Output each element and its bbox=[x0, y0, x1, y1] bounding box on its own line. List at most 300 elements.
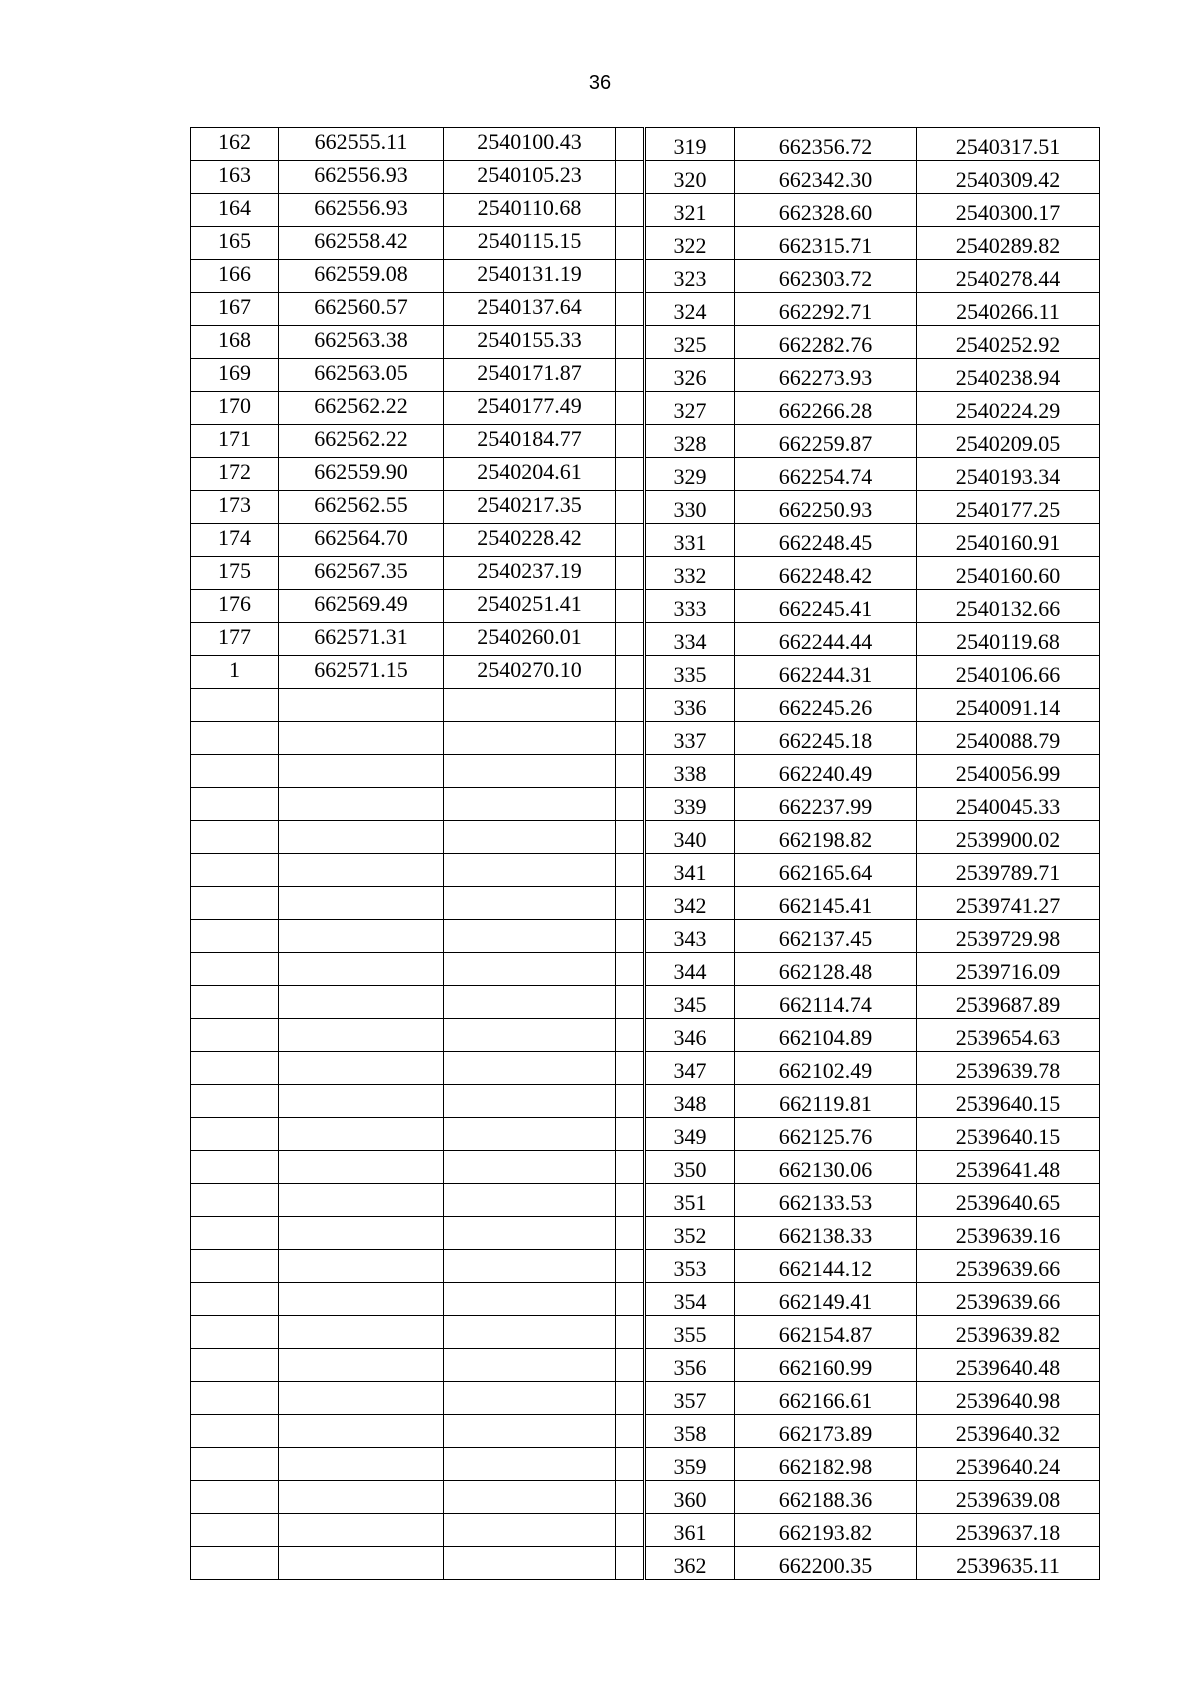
y-coordinate-cell: 2539639.82 bbox=[917, 1316, 1100, 1349]
empty-cell bbox=[444, 788, 616, 821]
point-number-cell: 347 bbox=[646, 1052, 735, 1085]
x-coordinate-cell: 662119.81 bbox=[735, 1085, 917, 1118]
empty-cell bbox=[444, 1184, 616, 1217]
x-coordinate-cell: 662563.38 bbox=[279, 326, 444, 359]
table-row bbox=[191, 788, 644, 821]
point-number-cell: 165 bbox=[191, 227, 279, 260]
empty-cell bbox=[191, 1250, 279, 1283]
table-row bbox=[191, 1382, 644, 1415]
separator-cell bbox=[616, 458, 644, 491]
x-coordinate-cell: 662559.90 bbox=[279, 458, 444, 491]
y-coordinate-cell: 2539640.15 bbox=[917, 1118, 1100, 1151]
empty-cell bbox=[191, 1151, 279, 1184]
x-coordinate-cell: 662248.45 bbox=[735, 524, 917, 557]
table-row bbox=[646, 755, 1100, 788]
x-coordinate-cell: 662173.89 bbox=[735, 1415, 917, 1448]
point-number-cell: 336 bbox=[646, 689, 735, 722]
point-number-cell: 361 bbox=[646, 1514, 735, 1547]
table-row bbox=[646, 128, 1100, 161]
x-coordinate-cell: 662104.89 bbox=[735, 1019, 917, 1052]
table-row bbox=[191, 458, 644, 491]
table-row bbox=[646, 590, 1100, 623]
separator-cell bbox=[616, 392, 644, 425]
point-number-cell: 171 bbox=[191, 425, 279, 458]
table-row bbox=[646, 458, 1100, 491]
separator-cell bbox=[616, 1019, 644, 1052]
table-row bbox=[191, 491, 644, 524]
empty-cell bbox=[279, 689, 444, 722]
point-number-cell: 352 bbox=[646, 1217, 735, 1250]
table-row bbox=[646, 1481, 1100, 1514]
table-row bbox=[646, 1316, 1100, 1349]
y-coordinate-cell: 2539741.27 bbox=[917, 887, 1100, 920]
x-coordinate-cell: 662555.11 bbox=[279, 128, 444, 161]
point-number-cell: 177 bbox=[191, 623, 279, 656]
x-coordinate-cell: 662244.44 bbox=[735, 623, 917, 656]
x-coordinate-cell: 662303.72 bbox=[735, 260, 917, 293]
table-row bbox=[191, 1184, 644, 1217]
x-coordinate-cell: 662248.42 bbox=[735, 557, 917, 590]
empty-cell bbox=[279, 1250, 444, 1283]
empty-cell bbox=[279, 1019, 444, 1052]
table-row bbox=[191, 722, 644, 755]
y-coordinate-cell: 2540260.01 bbox=[444, 623, 616, 656]
empty-cell bbox=[191, 887, 279, 920]
empty-cell bbox=[279, 887, 444, 920]
table-row bbox=[191, 293, 644, 326]
y-coordinate-cell: 2539640.32 bbox=[917, 1415, 1100, 1448]
table-row bbox=[646, 1349, 1100, 1382]
y-coordinate-cell: 2539654.63 bbox=[917, 1019, 1100, 1052]
empty-cell bbox=[444, 1382, 616, 1415]
x-coordinate-cell: 662254.74 bbox=[735, 458, 917, 491]
empty-cell bbox=[279, 986, 444, 1019]
x-coordinate-cell: 662342.30 bbox=[735, 161, 917, 194]
point-number-cell: 328 bbox=[646, 425, 735, 458]
empty-cell bbox=[279, 1382, 444, 1415]
point-number-cell: 331 bbox=[646, 524, 735, 557]
empty-cell bbox=[279, 1448, 444, 1481]
table-row bbox=[191, 359, 644, 392]
separator-cell bbox=[616, 1415, 644, 1448]
y-coordinate-cell: 2540137.64 bbox=[444, 293, 616, 326]
empty-cell bbox=[279, 1118, 444, 1151]
table-row bbox=[191, 986, 644, 1019]
point-number-cell: 342 bbox=[646, 887, 735, 920]
empty-cell bbox=[191, 1481, 279, 1514]
table-row bbox=[646, 491, 1100, 524]
empty-cell bbox=[191, 1085, 279, 1118]
point-number-cell: 343 bbox=[646, 920, 735, 953]
point-number-cell: 360 bbox=[646, 1481, 735, 1514]
empty-cell bbox=[279, 1547, 444, 1580]
point-number-cell: 332 bbox=[646, 557, 735, 590]
y-coordinate-cell: 2539639.78 bbox=[917, 1052, 1100, 1085]
x-coordinate-cell: 662154.87 bbox=[735, 1316, 917, 1349]
coordinates-table-left bbox=[190, 127, 644, 1580]
table-row bbox=[191, 557, 644, 590]
y-coordinate-cell: 2540193.34 bbox=[917, 458, 1100, 491]
x-coordinate-cell: 662562.22 bbox=[279, 425, 444, 458]
separator-cell bbox=[616, 491, 644, 524]
point-number-cell: 173 bbox=[191, 491, 279, 524]
separator-cell bbox=[616, 1382, 644, 1415]
point-number-cell: 358 bbox=[646, 1415, 735, 1448]
separator-cell bbox=[616, 590, 644, 623]
table-row bbox=[191, 260, 644, 293]
y-coordinate-cell: 2539639.08 bbox=[917, 1481, 1100, 1514]
y-coordinate-cell: 2540131.19 bbox=[444, 260, 616, 293]
x-coordinate-cell: 662245.26 bbox=[735, 689, 917, 722]
y-coordinate-cell: 2540160.60 bbox=[917, 557, 1100, 590]
empty-cell bbox=[191, 1118, 279, 1151]
empty-cell bbox=[191, 1514, 279, 1547]
y-coordinate-cell: 2540237.19 bbox=[444, 557, 616, 590]
separator-cell bbox=[616, 656, 644, 689]
point-number-cell: 167 bbox=[191, 293, 279, 326]
separator-cell bbox=[616, 359, 644, 392]
table-row bbox=[646, 1085, 1100, 1118]
point-number-cell: 175 bbox=[191, 557, 279, 590]
empty-cell bbox=[279, 755, 444, 788]
table-row bbox=[191, 1217, 644, 1250]
y-coordinate-cell: 2539639.66 bbox=[917, 1250, 1100, 1283]
y-coordinate-cell: 2540171.87 bbox=[444, 359, 616, 392]
empty-cell bbox=[191, 689, 279, 722]
separator-cell bbox=[616, 689, 644, 722]
separator-cell bbox=[616, 326, 644, 359]
point-number-cell: 322 bbox=[646, 227, 735, 260]
x-coordinate-cell: 662273.93 bbox=[735, 359, 917, 392]
separator-cell bbox=[616, 260, 644, 293]
table-row bbox=[646, 1448, 1100, 1481]
empty-cell bbox=[191, 821, 279, 854]
table-row bbox=[191, 689, 644, 722]
empty-cell bbox=[444, 854, 616, 887]
point-number-cell: 330 bbox=[646, 491, 735, 524]
point-number-cell: 362 bbox=[646, 1547, 735, 1580]
separator-cell bbox=[616, 1118, 644, 1151]
empty-cell bbox=[444, 722, 616, 755]
y-coordinate-cell: 2540300.17 bbox=[917, 194, 1100, 227]
empty-cell bbox=[444, 887, 616, 920]
empty-cell bbox=[279, 1184, 444, 1217]
table-row bbox=[646, 1514, 1100, 1547]
point-number-cell: 169 bbox=[191, 359, 279, 392]
point-number-cell: 345 bbox=[646, 986, 735, 1019]
y-coordinate-cell: 2540119.68 bbox=[917, 623, 1100, 656]
table-row bbox=[191, 1514, 644, 1547]
separator-cell bbox=[616, 1514, 644, 1547]
empty-cell bbox=[444, 1448, 616, 1481]
empty-cell bbox=[279, 821, 444, 854]
table-row bbox=[646, 326, 1100, 359]
y-coordinate-cell: 2540177.25 bbox=[917, 491, 1100, 524]
x-coordinate-cell: 662250.93 bbox=[735, 491, 917, 524]
y-coordinate-cell: 2539716.09 bbox=[917, 953, 1100, 986]
empty-cell bbox=[279, 1316, 444, 1349]
x-coordinate-cell: 662559.08 bbox=[279, 260, 444, 293]
y-coordinate-cell: 2539641.48 bbox=[917, 1151, 1100, 1184]
table-row bbox=[191, 1316, 644, 1349]
x-coordinate-cell: 662244.31 bbox=[735, 656, 917, 689]
separator-cell bbox=[616, 953, 644, 986]
x-coordinate-cell: 662560.57 bbox=[279, 293, 444, 326]
separator-cell bbox=[616, 1052, 644, 1085]
empty-cell bbox=[191, 722, 279, 755]
y-coordinate-cell: 2539729.98 bbox=[917, 920, 1100, 953]
point-number-cell: 325 bbox=[646, 326, 735, 359]
empty-cell bbox=[279, 953, 444, 986]
table-row bbox=[191, 524, 644, 557]
empty-cell bbox=[279, 1052, 444, 1085]
point-number-cell: 162 bbox=[191, 128, 279, 161]
point-number-cell: 163 bbox=[191, 161, 279, 194]
separator-cell bbox=[616, 1283, 644, 1316]
table-row bbox=[646, 260, 1100, 293]
x-coordinate-cell: 662130.06 bbox=[735, 1151, 917, 1184]
table-row bbox=[646, 227, 1100, 260]
point-number-cell: 323 bbox=[646, 260, 735, 293]
y-coordinate-cell: 2540160.91 bbox=[917, 524, 1100, 557]
table-row bbox=[191, 227, 644, 260]
separator-cell bbox=[616, 854, 644, 887]
page-number: 36 bbox=[588, 72, 612, 94]
empty-cell bbox=[444, 821, 616, 854]
y-coordinate-cell: 2540238.94 bbox=[917, 359, 1100, 392]
point-number-cell: 334 bbox=[646, 623, 735, 656]
y-coordinate-cell: 2540177.49 bbox=[444, 392, 616, 425]
x-coordinate-cell: 662137.45 bbox=[735, 920, 917, 953]
separator-cell bbox=[616, 1349, 644, 1382]
separator-cell bbox=[616, 524, 644, 557]
separator-cell bbox=[616, 1184, 644, 1217]
point-number-cell: 164 bbox=[191, 194, 279, 227]
y-coordinate-cell: 2540270.10 bbox=[444, 656, 616, 689]
table-row bbox=[191, 920, 644, 953]
empty-cell bbox=[444, 1514, 616, 1547]
y-coordinate-cell: 2540228.42 bbox=[444, 524, 616, 557]
empty-cell bbox=[444, 755, 616, 788]
point-number-cell: 354 bbox=[646, 1283, 735, 1316]
empty-cell bbox=[444, 1250, 616, 1283]
point-number-cell: 349 bbox=[646, 1118, 735, 1151]
empty-cell bbox=[279, 920, 444, 953]
empty-cell bbox=[444, 1118, 616, 1151]
y-coordinate-cell: 2539639.16 bbox=[917, 1217, 1100, 1250]
empty-cell bbox=[191, 1448, 279, 1481]
table-row bbox=[191, 887, 644, 920]
separator-cell bbox=[616, 1448, 644, 1481]
empty-cell bbox=[279, 1283, 444, 1316]
table-row bbox=[646, 392, 1100, 425]
empty-cell bbox=[279, 788, 444, 821]
y-coordinate-cell: 2539640.65 bbox=[917, 1184, 1100, 1217]
table-row bbox=[191, 1415, 644, 1448]
table-row bbox=[646, 1283, 1100, 1316]
x-coordinate-cell: 662259.87 bbox=[735, 425, 917, 458]
empty-cell bbox=[444, 1085, 616, 1118]
table-row bbox=[646, 920, 1100, 953]
y-coordinate-cell: 2539639.66 bbox=[917, 1283, 1100, 1316]
table-row bbox=[191, 1019, 644, 1052]
separator-cell bbox=[616, 1250, 644, 1283]
coordinates-table-right bbox=[645, 127, 1100, 1580]
x-coordinate-cell: 662562.22 bbox=[279, 392, 444, 425]
y-coordinate-cell: 2540100.43 bbox=[444, 128, 616, 161]
empty-cell bbox=[444, 689, 616, 722]
y-coordinate-cell: 2539789.71 bbox=[917, 854, 1100, 887]
point-number-cell: 341 bbox=[646, 854, 735, 887]
table-row bbox=[646, 1118, 1100, 1151]
table-row bbox=[646, 359, 1100, 392]
table-row bbox=[191, 1118, 644, 1151]
x-coordinate-cell: 662266.28 bbox=[735, 392, 917, 425]
table-row bbox=[191, 392, 644, 425]
empty-cell bbox=[279, 1217, 444, 1250]
separator-cell bbox=[616, 128, 644, 161]
point-number-cell: 356 bbox=[646, 1349, 735, 1382]
empty-cell bbox=[444, 1283, 616, 1316]
table-row bbox=[646, 425, 1100, 458]
point-number-cell: 176 bbox=[191, 590, 279, 623]
table-row bbox=[646, 887, 1100, 920]
y-coordinate-cell: 2539635.11 bbox=[917, 1547, 1100, 1580]
x-coordinate-cell: 662102.49 bbox=[735, 1052, 917, 1085]
x-coordinate-cell: 662125.76 bbox=[735, 1118, 917, 1151]
y-coordinate-cell: 2540278.44 bbox=[917, 260, 1100, 293]
x-coordinate-cell: 662193.82 bbox=[735, 1514, 917, 1547]
point-number-cell: 344 bbox=[646, 953, 735, 986]
empty-cell bbox=[279, 1415, 444, 1448]
table-row bbox=[646, 194, 1100, 227]
empty-cell bbox=[279, 722, 444, 755]
y-coordinate-cell: 2540289.82 bbox=[917, 227, 1100, 260]
y-coordinate-cell: 2539687.89 bbox=[917, 986, 1100, 1019]
point-number-cell: 327 bbox=[646, 392, 735, 425]
x-coordinate-cell: 662563.05 bbox=[279, 359, 444, 392]
separator-cell bbox=[616, 1547, 644, 1580]
table-row bbox=[191, 1250, 644, 1283]
table-row bbox=[191, 1547, 644, 1580]
y-coordinate-cell: 2539640.48 bbox=[917, 1349, 1100, 1382]
empty-cell bbox=[191, 1052, 279, 1085]
point-number-cell: 319 bbox=[646, 128, 735, 161]
table-row bbox=[646, 557, 1100, 590]
y-coordinate-cell: 2540132.66 bbox=[917, 590, 1100, 623]
table-row bbox=[646, 788, 1100, 821]
point-number-cell: 166 bbox=[191, 260, 279, 293]
point-number-cell: 1 bbox=[191, 656, 279, 689]
table-row bbox=[191, 590, 644, 623]
empty-cell bbox=[444, 1316, 616, 1349]
table-row bbox=[646, 1184, 1100, 1217]
empty-cell bbox=[444, 1217, 616, 1250]
x-coordinate-cell: 662166.61 bbox=[735, 1382, 917, 1415]
table-row bbox=[646, 656, 1100, 689]
y-coordinate-cell: 2540110.68 bbox=[444, 194, 616, 227]
y-coordinate-cell: 2540317.51 bbox=[917, 128, 1100, 161]
x-coordinate-cell: 662571.31 bbox=[279, 623, 444, 656]
empty-cell bbox=[191, 755, 279, 788]
table-row bbox=[191, 953, 644, 986]
separator-cell bbox=[616, 986, 644, 1019]
empty-cell bbox=[191, 920, 279, 953]
y-coordinate-cell: 2540184.77 bbox=[444, 425, 616, 458]
table-row bbox=[191, 1448, 644, 1481]
empty-cell bbox=[444, 953, 616, 986]
x-coordinate-cell: 662114.74 bbox=[735, 986, 917, 1019]
empty-cell bbox=[444, 986, 616, 1019]
x-coordinate-cell: 662292.71 bbox=[735, 293, 917, 326]
table-row bbox=[646, 293, 1100, 326]
empty-cell bbox=[444, 1547, 616, 1580]
x-coordinate-cell: 662571.15 bbox=[279, 656, 444, 689]
table-row bbox=[191, 821, 644, 854]
y-coordinate-cell: 2540204.61 bbox=[444, 458, 616, 491]
table-row bbox=[646, 953, 1100, 986]
table-row bbox=[191, 1481, 644, 1514]
table-row bbox=[191, 425, 644, 458]
table-row bbox=[191, 1085, 644, 1118]
point-number-cell: 329 bbox=[646, 458, 735, 491]
table-row bbox=[191, 1349, 644, 1382]
x-coordinate-cell: 662160.99 bbox=[735, 1349, 917, 1382]
x-coordinate-cell: 662567.35 bbox=[279, 557, 444, 590]
separator-cell bbox=[616, 227, 644, 260]
empty-cell bbox=[444, 1151, 616, 1184]
empty-cell bbox=[444, 920, 616, 953]
x-coordinate-cell: 662562.55 bbox=[279, 491, 444, 524]
table-row bbox=[646, 1382, 1100, 1415]
point-number-cell: 359 bbox=[646, 1448, 735, 1481]
x-coordinate-cell: 662165.64 bbox=[735, 854, 917, 887]
y-coordinate-cell: 2540309.42 bbox=[917, 161, 1100, 194]
x-coordinate-cell: 662133.53 bbox=[735, 1184, 917, 1217]
y-coordinate-cell: 2540155.33 bbox=[444, 326, 616, 359]
empty-cell bbox=[191, 1019, 279, 1052]
x-coordinate-cell: 662356.72 bbox=[735, 128, 917, 161]
table-row bbox=[191, 326, 644, 359]
table-row bbox=[646, 1217, 1100, 1250]
empty-cell bbox=[191, 1316, 279, 1349]
x-coordinate-cell: 662240.49 bbox=[735, 755, 917, 788]
point-number-cell: 351 bbox=[646, 1184, 735, 1217]
point-number-cell: 324 bbox=[646, 293, 735, 326]
y-coordinate-cell: 2540251.41 bbox=[444, 590, 616, 623]
point-number-cell: 350 bbox=[646, 1151, 735, 1184]
table-row bbox=[646, 623, 1100, 656]
point-number-cell: 355 bbox=[646, 1316, 735, 1349]
empty-cell bbox=[279, 1481, 444, 1514]
table-row bbox=[646, 986, 1100, 1019]
point-number-cell: 340 bbox=[646, 821, 735, 854]
separator-cell bbox=[616, 293, 644, 326]
x-coordinate-cell: 662564.70 bbox=[279, 524, 444, 557]
table-row bbox=[646, 854, 1100, 887]
y-coordinate-cell: 2540105.23 bbox=[444, 161, 616, 194]
empty-cell bbox=[191, 953, 279, 986]
y-coordinate-cell: 2540056.99 bbox=[917, 755, 1100, 788]
separator-cell bbox=[616, 1217, 644, 1250]
x-coordinate-cell: 662198.82 bbox=[735, 821, 917, 854]
x-coordinate-cell: 662556.93 bbox=[279, 194, 444, 227]
point-number-cell: 335 bbox=[646, 656, 735, 689]
x-coordinate-cell: 662182.98 bbox=[735, 1448, 917, 1481]
x-coordinate-cell: 662200.35 bbox=[735, 1547, 917, 1580]
x-coordinate-cell: 662245.41 bbox=[735, 590, 917, 623]
x-coordinate-cell: 662149.41 bbox=[735, 1283, 917, 1316]
